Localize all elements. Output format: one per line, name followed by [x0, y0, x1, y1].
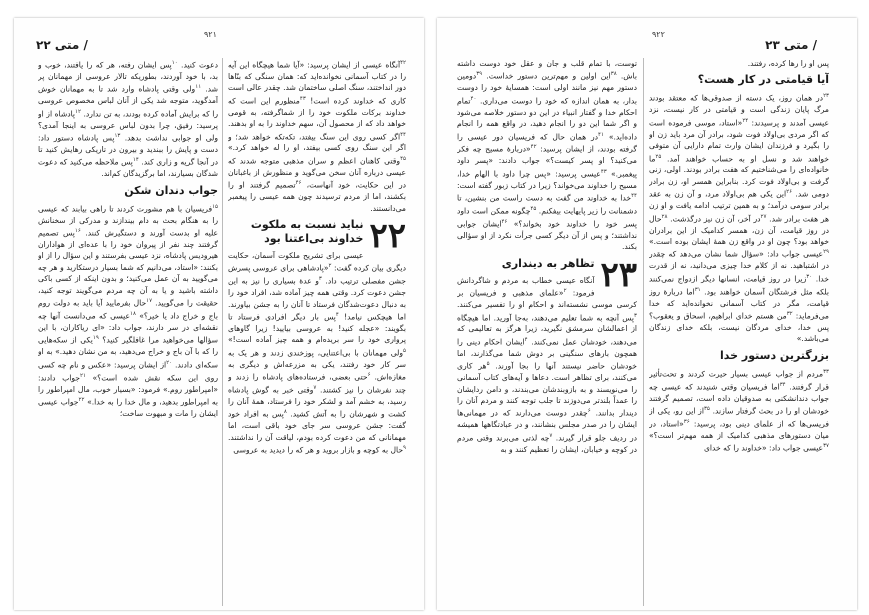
verse-number: ۱۷: [146, 298, 153, 305]
verse-paragraph: [457, 275, 637, 455]
verse-number: ۲۸: [661, 213, 668, 220]
verse-number: ۴۵: [400, 155, 406, 162]
right-page-outer-column: [649, 58, 829, 606]
verse-text: عیسی جواب داد: «خداوند را که خدای: [703, 443, 824, 453]
verse-number: ۷: [549, 432, 553, 439]
column-divider: [222, 58, 223, 606]
verse-number: ۳۰: [806, 273, 813, 280]
verse-text: پس به افراد خود گفت: جشن عروسی سر جای خود باقی است، اما مهمانانی که من دعوت کرده بودم، لیاقت آن را نداشتند.: [228, 409, 406, 442]
verse-text: چقدر دوست می‌دارند که در مهمانی‌ها ایشان را در صدر مجلس بنشانند، و در عبادتگاهها همیشه در ردیف جلو قرار گیرند.: [457, 408, 637, 443]
verse-text: اگر کسی روی این سنگ بیفتد، تکه‌تکه خواهد شد؛ و اگر این سنگ روی کسی بیفتد، او را له خواهد کرد.»: [228, 132, 406, 153]
verse-list: [38, 58, 218, 180]
verse-list: [38, 202, 218, 420]
verse-list: [228, 58, 406, 214]
verse-number: ۴۵: [530, 206, 537, 213]
verse-paragraph: [649, 58, 829, 69]
left-page-header: [14, 24, 424, 52]
verse-number: ۱۸: [130, 310, 136, 317]
verse-number: ۳۷: [823, 443, 829, 450]
verse-text: اما فریسیان وقتی شنیدند که عیسی چه جواب دندانشکنی به صدوقیان داده است، تصمیم گرفتند خودشان او را در بحث گرفتار سازند.: [649, 382, 829, 416]
verse-text: ولی وقتی پادشاه وارد شد تا به مهمانان خوش آمدگوید، متوجه شد یکی از آنان لباس مخصوص عروسی را که برایش آماده کرده بودند، به تن ندارد.: [38, 84, 218, 119]
verse-text: هر کاری می‌کنند، برای تظاهر است. دعاها و آیه‌های کتاب آسمانی را می‌نویسند و به بازوبندشان می‌بندند، و دامن ردایشان را عمداً بلندتر می‌دوزند تا جلب توجه کنند و مردم آنان را دیندار بدانند.: [457, 361, 637, 418]
column-divider: [643, 58, 644, 606]
verse-text: عیسی برای تشریح ملکوت آسمان، حکایت دیگری بیان کرده گفت:: [228, 250, 406, 273]
verse-text: وقتی کاهنان اعظم و سران مذهبی متوجه شدند که عیسی درباره آنان سخن می‌گوید و منظورش از باغبانان در این حکایت، خود آنهاست،: [228, 156, 406, 190]
verse-text: عیسی جواب داد: «سؤال شما نشان می‌دهد که چقدر در اشتباهید. نه از کلام خدا چیزی می‌دانید، نه از قدرت خدا.: [649, 249, 829, 284]
verse-number: ۱۵: [212, 203, 218, 210]
verse-text: در آخر، آن زن نیز درگذشت.: [667, 214, 761, 224]
verse-text: عیسی که می‌دانست آنها چه نقشه‌ای در سر دارند، جواب داد: «ای ریاکاران، با این سؤالها می‌خواهید مرا غافلگیر کنید؟: [38, 311, 218, 345]
verse-text: این اولین و مهم‌ترین دستور خداست.: [482, 71, 611, 81]
verse-number: ۳۹: [476, 71, 483, 78]
verse-text: جواب دادند: «امپراطور روم.» فرمود: «بسیار خوب، مال امپراطور را به امپراطور بدهید، و مال خدا را به خدا.»: [38, 373, 218, 407]
verse-text: ایشان احکام دینی را همچون بارهای سنگینی بر دوش شما می‌گذارند، اما خودشان حاضر نیستند آنها را بجا آورند.: [457, 337, 637, 371]
verse-text: پس آنچه به شما تعلیم می‌دهند، به‌جا آورید. اما هیچگاه از اعمالشان سرمشق نگیرید، زیرا هرگز به تعالیمی که می‌دهند، خودشان عمل نمی‌کنند.: [457, 313, 637, 347]
verse-text: دومین دستور مهم نیز مانند اولی است: همسایهٔ خود را دوست بدار، به همان اندازه که خود را دوست می‌داری.: [457, 71, 637, 106]
verse-number: ۴: [335, 312, 339, 319]
verse-text: پس او را رها کرده، رفتند.: [747, 59, 829, 68]
verse-number: ۳۴: [779, 381, 786, 388]
verse-text: پس پادشاه دستور داد: دست و پایش را ببندید و بیرون در تاریکی رهایش کنید تا در آنجا گریه و زاری کند.: [38, 133, 218, 167]
right-page-chapter-ref: متی ۲۳ /: [765, 38, 817, 52]
verse-text: «استاد، موسی فرموده است که اگر مردی بی‌اولاد فوت شود، برادر آن مرد باید زن او را بگیرد و فرزندان ایشان وارث تمام دارایی آن متوفی خواهند شد و نسل او به حساب خواهند آمد.: [649, 118, 829, 164]
verse-list: [649, 367, 829, 455]
verse-text: این یکی هم بی‌اولاد مرد، و آن زن به عقد برادر سومی درآمد؛ و به همین ترتیب ادامه یافت و او زن هر هفت برادر شد.: [649, 189, 829, 224]
section-heading-text: تظاهر به دینداری: [501, 256, 595, 270]
verse-text: فریسیان با هم مشورت کردند تا راهی بیابند که عیسی را به هنگام بحث به دام بیندازند و مدرکی از سخنانش علیه او بدست آورند و دستگیرش کنند.: [38, 204, 218, 238]
verse-text: حتی بعضی، فرستاده‌های پادشاه را زدند و چند نفرشان را نیز کشتند.: [228, 372, 406, 395]
verse-number: ۱۲: [75, 108, 81, 115]
verse-text: از این رو، یکی از فریسی‌ها که از علمای دینی بود، پرسید:: [649, 406, 829, 429]
verse-number: ۱۰: [171, 60, 178, 66]
verse-text: در همان روز، یک دسته از صدوقی‌ها که معتقد بودند مرگ پایان زندگی است و قیامتی در کار نیست، نزد عیسی آمدند و پرسیدند:: [649, 93, 829, 128]
verse-text: پس تصمیم گرفتند چند نفر از پیروان خود را با عده‌ای از هواداران هیرودیس پادشاه، نزد عیسی بفرستند و این سؤال را از او بکنند: «استاد، می‌دانیم که شما بسیار درستکارید و هر چه می‌گویید به آن عمل می‌کنید؛ و بدون اینکه از کسی باکی داشته باشید و یا به آن چه مردم می‌گویند توجه کنید، حقیقت را می‌گویید.: [38, 228, 218, 308]
right-page-header: [437, 24, 857, 52]
verse-number: ۳۲: [786, 310, 793, 317]
verse-text: و عدهٔ بسیاری را نیز به این جشن دعوت کرد. وقتی همه چیز آماده شد، افراد خود را به دنبال دعوت‌شدگان فرستاد تا آنان را به جشن بیاورند. اما هیچکس نیامد!: [228, 276, 406, 322]
verse-number: ۴۴: [631, 193, 637, 200]
verse-number: ۵: [486, 361, 490, 368]
verse-text: زیرا در روز قیامت، انسانها دیگر ازدواج نمی‌کنند بلکه مثل فرشتگان آسمان خواهند بود.: [649, 274, 829, 297]
verse-number: ۳۸: [610, 71, 617, 78]
verse-text: آنگاه عیسی از ایشان پرسید: «آیا شما هیچگاه این آیه را در کتاب آسمانی نخوانده‌اید که: همان سنگی که بنّاها دور انداختند، سنگ اصلی ساختمان شد. چقدر عالی است کاری که خداوند کرده است!: [228, 60, 406, 106]
verse-number: ۷: [313, 385, 317, 392]
verse-number: ۳: [318, 276, 322, 283]
right-page: [437, 18, 857, 610]
verse-text: «پادشاهی برای عروسی پسرش جشن مفصلی ترتیب داد.: [228, 263, 406, 286]
verse-number: ۱۳: [114, 133, 121, 140]
section-heading-text: نباید نسبت به ملکوت خداوند بی‌اعتنا بود: [250, 217, 364, 245]
verse-text: پس ملاحظه می‌کنید که دعوت شدگان بسیارند، اما برگزیدگان کم‌اند.: [38, 157, 218, 179]
section-heading: [228, 215, 406, 256]
verse-text: چه لذتی می‌برند وقتی مردم در کوچه و خیابان، ایشان را تعظیم کنند و به: [457, 433, 637, 454]
verse-number: ۳: [634, 312, 637, 319]
verse-number: ۶: [367, 372, 371, 379]
verse-number: ۴۳: [600, 168, 607, 175]
verse-text: دعوت کنید.: [177, 60, 218, 70]
section-heading: بزرگترین دستور خدا: [720, 348, 829, 362]
verse-number: ۴۶: [295, 180, 302, 187]
verse-number: ۱۹: [92, 335, 99, 342]
verse-paragraph: [228, 250, 406, 456]
verse-text: پادشاه از او پرسید: رفیق، چرا بدون لباس عروسی به اینجا آمدی؟ ولی او جوابی نداشت بدهد.: [38, 109, 218, 143]
left-page-chapter-ref: متی ۲۲ /: [36, 38, 88, 52]
verse-number: ۲۰: [166, 359, 173, 366]
chapter-number: ۲۳: [600, 254, 637, 295]
left-page-outer-column: [38, 58, 218, 606]
verse-number: ۲۵: [655, 153, 662, 160]
verse-text: حال بفرمایید آیا باید به دولت روم باج و خراج داد یا خیر؟»: [38, 298, 218, 321]
verse-number: ۶: [587, 408, 591, 415]
verse-text: توست، با تمام قلب و جان و عقل خود دوست داشته باش.: [457, 59, 637, 81]
verse-paragraph: [228, 58, 406, 214]
verse-text: از ایشان پرسید: «عکس و نام چه کسی روی این سکه نقش شده است؟»: [38, 360, 218, 383]
verse-text: مردم از جواب عیسی بسیار حیرت کردند و تحت‌تأثیر قرار گرفتند.: [649, 369, 829, 392]
verse-number: ۲۶: [786, 189, 793, 196]
verse-text: پس ایشان رفته، هر که را یافتند، خوب و بد، با خود آوردند، بطوریکه تالار عروسی از مهمانان پر شد.: [38, 60, 218, 94]
verse-text: تمام احکام خدا و گفتار انبیاء در این دو دستور خلاصه می‌شود و اگر شما این دو را انجام دهید، در واقع همه را انجام داده‌اید.»: [457, 96, 637, 142]
verse-text: اما دربارهٔ روز قیامت، مگر در کتاب آسمانی نخوانده‌اید که خدا می‌فرماید:: [649, 287, 829, 321]
verse-number: ۳۳: [823, 368, 829, 375]
verse-number: ۵: [403, 347, 406, 354]
verse-text: ولی مهمانان با بی‌اعتنایی، پوزخندی زدند و هر یک به سر کار خود رفتند، یکی به مزرعه‌اش و دیگری به مغازه‌اش.: [228, 348, 406, 382]
verse-paragraph: [457, 58, 637, 253]
verse-text: چگونه ممکن است داود پسر خود را خداوند خود بخواند؟»: [457, 206, 637, 229]
verse-number: ۴۲: [530, 144, 537, 151]
verse-text: یکی از سکه‌هایی را که با آن باج و خراج می‌دهید، به من نشان دهید.» به او سکه‌ای دادند.: [38, 335, 218, 370]
verse-text: حال در روز قیامت، آن زن، همسر کدامیک از این برادران خواهد بود؟ چون او در واقع زن همهٔ ایشان بوده است.»: [649, 214, 829, 246]
verse-number: ۴: [524, 336, 528, 343]
verse-number: ۴۲: [400, 60, 406, 66]
verse-number: ۲۴: [742, 117, 749, 124]
verse-paragraph: [649, 367, 829, 455]
verse-text: حال به کوچه و بازار بروید و هر که را دیدید به عروسی: [233, 445, 404, 455]
verse-number: ۳۱: [694, 286, 701, 293]
right-page-inner-column: [457, 58, 637, 606]
verse-list: [649, 58, 829, 69]
left-page-number: ۹۲۱: [204, 30, 217, 39]
verse-text: آنگاه عیسی خطاب به مردم و شاگردانش فرمود:: [457, 275, 595, 298]
left-page-inner-column: [228, 58, 406, 606]
verse-text: عیسی پرسید: «پس چرا داود با الهام خدا، مسیح را خداوند می‌خواند؟ زیرا در کتاب زبور گفته است:: [457, 169, 637, 190]
verse-number: ۲۱: [80, 372, 86, 379]
verse-text: ما خانواده‌ای را می‌شناختیم که هفت برادر بودند. اولی، زنی گرفت و بی‌اولاد فوت کرد. بنابراین همسر او، زن برادر دومی شد.: [649, 154, 829, 199]
verse-text: «دربارهٔ مسیح چه فکر می‌کنید؟ او پسر کیست؟» جواب دادند: «پسر داود پیغمبر.»: [457, 144, 637, 179]
verse-list: [457, 58, 637, 253]
verse-text: تصمیم گرفتند او را بکشند، اما از مردم ترسیدند چون همه عیسی را پیغمبر می‌دانستند.: [228, 180, 406, 213]
verse-number: ۴۱: [598, 131, 604, 138]
verse-text: «علمای مذهبی و فریسیان بر کرسی موسی نشسته‌اند و احکام او را تفسیر می‌کنند.: [457, 288, 637, 310]
verse-number: ۲: [563, 288, 567, 295]
verse-number: ۴۶: [501, 219, 508, 225]
right-page-number: ۹۲۲: [652, 30, 665, 39]
verse-text: وقتی خبر به گوش پادشاه رسید، به خشم آمد و لشکر خود را فرستاد، همهٔ آنان را کشت و شهرشان را به آتش کشید.: [228, 385, 406, 419]
verse-text: خدا به خداوند من گفت به دست راست من بنشین، تا دشمنانت را زیر پایهایت بیفکنم.: [457, 193, 637, 216]
verse-paragraph: [38, 202, 218, 420]
verse-text: در همان حال که فریسیان دور عیسی را گرفته بودند، از ایشان پرسید:: [457, 132, 637, 154]
verse-number: ۲۷: [760, 213, 767, 220]
verse-text: پس بار دیگر افرادی فرستاد تا بگویند: «عجله کنید! به عروسی بیایید! زیرا گاوهای پرواری خود را سر بریده‌ام و همه چیز آماده است!»: [228, 312, 406, 345]
verse-list: [228, 250, 406, 456]
verse-number: ۹: [403, 445, 406, 452]
verse-number: ۴۰: [470, 95, 477, 102]
verse-number: ۱۶: [74, 228, 81, 235]
section-heading: آیا قیامتی در کار هست؟: [697, 73, 829, 87]
verse-number: ۲۹: [823, 249, 829, 256]
verse-text: «استاد، در میان دستورهای مذهبی کدامیک از همه مهم‌تر است؟»: [649, 419, 829, 440]
verse-text: من هستم خدای ابراهیم، اسحاق و یعقوب؟ پس خدا، خدای مردگان نیست، بلکه خدای زندگان می‌باشد.»: [649, 311, 829, 344]
verse-text: جواب عیسی ایشان را مات و مبهوت ساخت؛: [38, 397, 218, 418]
verse-number: ۱۴: [132, 157, 139, 164]
verse-number: ۱۱: [195, 84, 202, 91]
verse-paragraph: [38, 58, 218, 180]
verse-list: [649, 91, 829, 344]
verse-number: ۳۶: [683, 418, 690, 425]
verse-number: ۸: [283, 409, 287, 416]
left-page: [14, 18, 424, 610]
verse-number: ۲۳: [823, 93, 829, 100]
verse-text: ایشان جوابی نداشتند؛ و پس از آن دیگر کسی جرأت نکرد از او سؤالی بکند.: [457, 219, 637, 252]
verse-number: ۲۲: [78, 396, 85, 403]
verse-number: ۳۵: [703, 406, 710, 412]
verse-number: ۲: [328, 263, 332, 270]
verse-text: منظورم این است که خداوند برکات ملکوت خود را از شماگرفته، به قومی خواهد داد که از محصول آن، سهم خداوند را به او بدهند.: [228, 96, 406, 129]
verse-list: [457, 275, 637, 455]
verse-number: ۴۳: [299, 95, 306, 102]
verse-number: ۴۴: [400, 131, 406, 138]
chapter-number: ۲۲: [369, 215, 406, 256]
verse-paragraph: [649, 91, 829, 344]
section-heading: جواب دندان شکن: [124, 183, 218, 197]
